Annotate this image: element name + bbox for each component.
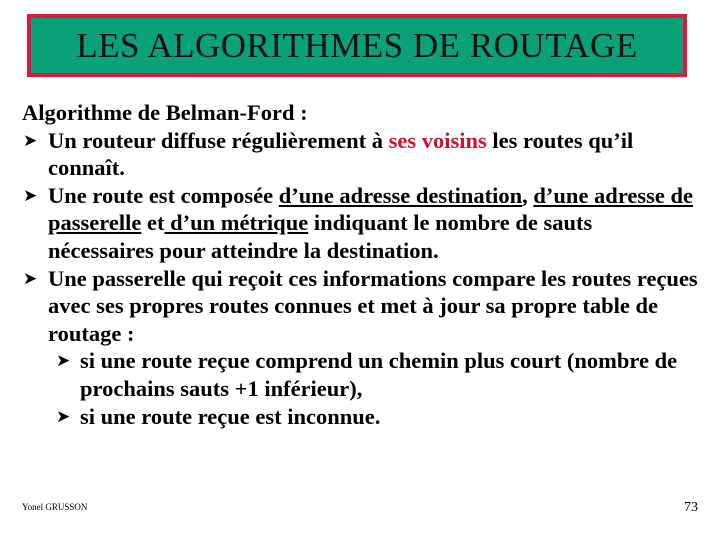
arrowhead-bullet-icon: ➤ [23, 268, 38, 288]
bullet-3-text: Une passerelle qui reçoit ces informations compare les routes reçues avec ses propres routes connues et met à jour sa propre table de routage : [48, 265, 698, 346]
arrowhead-bullet-icon: ➤ [56, 406, 71, 426]
title-box [27, 14, 687, 77]
bullet-1-text-before: Un routeur diffuse régulièrement à [48, 127, 389, 153]
slide-content [22, 99, 702, 430]
bullet-2-sep-1: , [522, 182, 534, 208]
sub-bullet-2-text: si une route reçue est inconnue. [80, 403, 381, 429]
bullet-1-text-after: les routes qu’il connaît. [48, 127, 634, 181]
bullet-1-highlight: ses voisins [388, 127, 487, 153]
bullet-2-underline-1: d’une adresse destination [278, 182, 523, 208]
bullet-2-text-before: Une route est composée [48, 182, 279, 208]
bullet-1 [22, 127, 702, 182]
sub-bullet-1 [22, 347, 702, 402]
bullet-2-text-after: indiquant le nombre de sauts nécessaires pour atteindre la destination. [48, 210, 593, 263]
sub-bullet-2 [22, 403, 702, 431]
slide-title: LES ALGORITHMES DE ROUTAGE [76, 25, 638, 65]
section-heading: Algorithme de Belman-Ford : [22, 100, 308, 125]
bullet-2-underline-2: d’une adresse de passerelle [48, 182, 694, 236]
bullet-2-sep-2: et [141, 210, 165, 236]
arrowhead-bullet-icon: ➤ [23, 185, 38, 205]
arrowhead-bullet-icon: ➤ [56, 351, 71, 371]
bullet-2 [22, 182, 702, 265]
page-number: 73 [684, 500, 698, 515]
arrowhead-bullet-icon: ➤ [23, 130, 38, 150]
footer-author: Yonel GRUSSON [22, 502, 88, 512]
sub-bullet-1-text: si une route reçue comprend un chemin plus court (nombre de prochains sauts +1 inférieur), [80, 348, 678, 401]
bullet-2-underline-3: d’un métrique [164, 210, 309, 236]
bullet-3 [22, 265, 702, 348]
